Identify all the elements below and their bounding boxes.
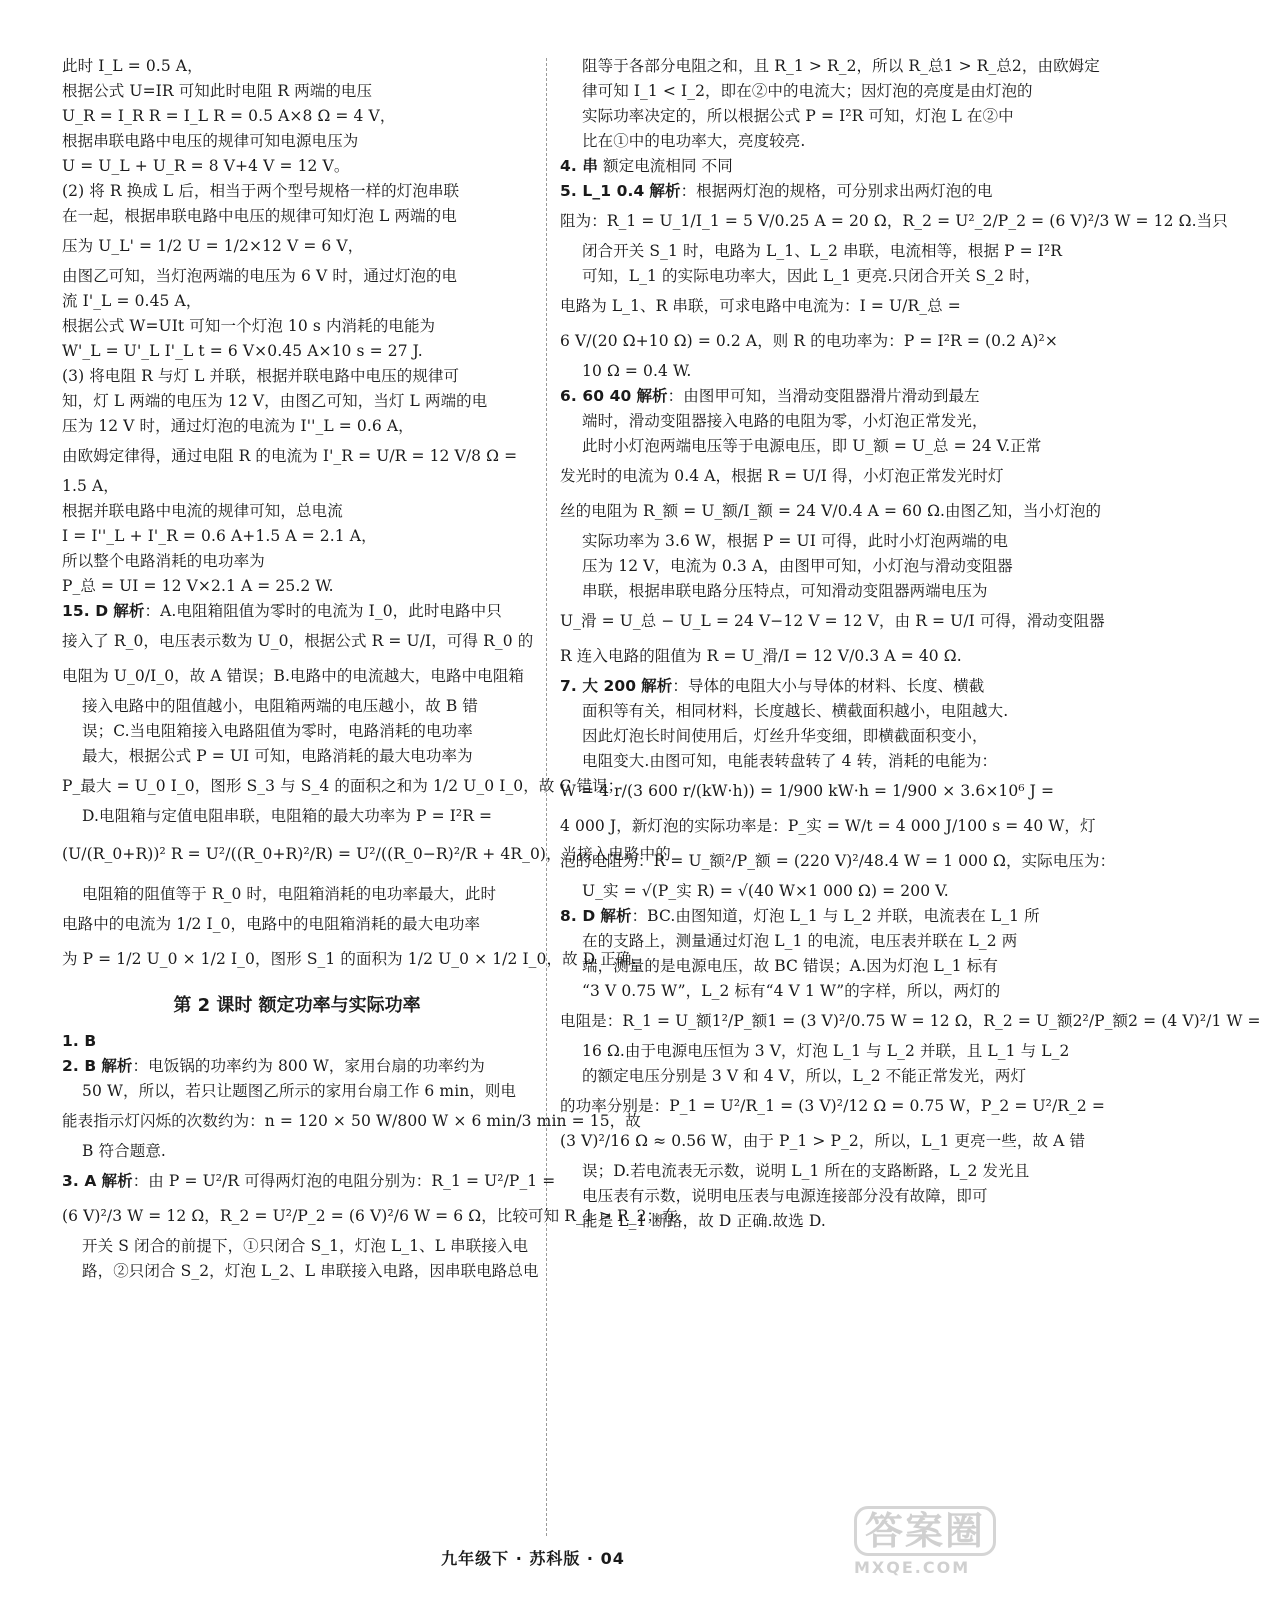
text-line: 阻为：R_1 = U_1/I_1 = 5 V/0.25 A = 20 Ω，R_2 = U²_2/P_2 = (6 V)²/3 W = 12 Ω.当只 (560, 212, 1228, 230)
text-line: 电阻是：R_1 = U_额1²/P_额1 = (3 V)²/0.75 W = 12 Ω，R_2 = U_额2²/P_额2 = (4 V)²/1 W = (560, 1012, 1261, 1030)
question-2 (62, 1054, 641, 1164)
text-line: (3) 将电阻 R 与灯 L 并联，根据并联电路中电压的规律可 (62, 367, 460, 385)
text-span: 额定电流相同 不同 (597, 157, 733, 175)
text-line: I = I''_L + I'_R = 0.6 A+1.5 A = 2.1 A， (62, 527, 377, 545)
text-line: 端时，滑动变阻器接入电路的电阻为零，小灯泡正常发光， (582, 412, 988, 430)
question-number: 6. 60 40 (560, 387, 632, 405)
text-line: 流 I'_L = 0.45 A， (62, 292, 202, 310)
watermark-logo-text: 答案圈 (854, 1506, 996, 1556)
text-line: 接入了 R_0，电压表示数为 U_0，根据公式 R = U/I，可得 R_0 的 (62, 632, 534, 650)
analysis-keyword: 解析 (641, 677, 673, 695)
text-line: U_R = I_R R = I_L R = 0.5 A×8 Ω = 4 V， (62, 107, 396, 125)
text-line: 最大，根据公式 P = UI 可知，电路消耗的最大电功率为 (82, 747, 473, 765)
analysis-keyword: 解析 (101, 1172, 133, 1190)
section-title: 第 2 课时 额定功率与实际功率 (173, 995, 421, 1016)
analysis-keyword: 解析 (636, 387, 668, 405)
text-line: (U/(R_0+R))² R = U²/((R_0+R)²/R) = U²/((R_0−R)²/R + 4R_0)，当接入电路中的 (62, 845, 671, 863)
text-line: 能是 L_1 断路，故 D 正确.故选 D. (582, 1212, 826, 1230)
text-line: 的额定电压分别是 3 V 和 4 V，所以，L_2 不能正常发光，两灯 (582, 1067, 1027, 1085)
text-line: 1.5 A， (62, 477, 119, 495)
text-line: 为 P = 1/2 U_0 × 1/2 I_0，图形 S_1 的面积为 1/2 U_0 × 1/2 I_0，故 D 正确. (62, 950, 637, 968)
text-line: (3 V)²/16 Ω ≈ 0.56 W，由于 P_1 > P_2，所以，L_1 更亮一些，故 A 错 (560, 1132, 1086, 1150)
text-line: 10 Ω = 0.4 W. (582, 362, 692, 380)
text-line: 压为 U_L' = 1/2 U = 1/2×12 V = 6 V， (62, 237, 364, 255)
text-line: 端，测量的是电源电压，故 BC 错误；A.因为灯泡 L_1 标有 (582, 957, 998, 975)
question-number: 5. L_1 0.4 (560, 182, 645, 200)
text-line: 因此灯泡长时间使用后，灯丝升华变细，即横截面积变小， (582, 727, 988, 745)
text-line: 根据并联电路中电流的规律可知，总电流 (62, 502, 343, 520)
text-line: 发光时的电流为 0.4 A，根据 R = U/I 得，小灯泡正常发光时灯 (560, 467, 1004, 485)
text-line: 由欧姆定律得，通过电阻 R 的电流为 I'_R = U/R = 12 V/8 Ω = (62, 447, 518, 465)
text-line: U_滑 = U_总 − U_L = 24 V−12 V = 12 V，由 R = U/I 可得，滑动变阻器 (560, 612, 1105, 630)
text-line: 50 W，所以，若只让题图乙所示的家用台扇工作 6 min，则电 (82, 1082, 517, 1100)
analysis-keyword: 解析 (649, 182, 681, 200)
text-line: 知，灯 L 两端的电压为 12 V，由图乙可知，当灯 L 两端的电 (62, 392, 488, 410)
text-line: 压为 12 V 时，通过灯泡的电流为 I''_L = 0.6 A， (62, 417, 414, 435)
question-8 (560, 904, 1261, 1234)
text-line: 由图乙可知，当灯泡两端的电压为 6 V 时，通过灯泡的电 (62, 267, 458, 285)
text-span: ：A.电阻箱阻值为零时的电流为 I_0，此时电路中只 (144, 602, 502, 620)
text-line: 根据公式 W=UIt 可知一个灯泡 10 s 内消耗的电能为 (62, 317, 436, 335)
text-line: 比在①中的电功率大，亮度较亮. (582, 132, 806, 150)
text-line: P_最大 = U_0 I_0，图形 S_3 与 S_4 的面积之和为 1/2 U_0 I_0，故 C 错误； (62, 777, 624, 795)
text-line: 电路为 L_1、R 串联，可求电路中电流为：I = U/R_总 = (560, 297, 961, 315)
page-footer: 九年级下 · 苏科版 · 04 (441, 1549, 625, 1568)
text-span: ：导体的电阻大小与导体的材料、长度、横截 (672, 677, 985, 695)
text-line: D.电阻箱与定值电阻串联，电阻箱的最大功率为 P = I²R = (82, 807, 493, 825)
text-line: 的功率分别是：P_1 = U²/R_1 = (3 V)²/12 Ω = 0.75 W，P_2 = U²/R_2 = (560, 1097, 1106, 1115)
text-line: 路，②只闭合 S_2，灯泡 L_2、L 串联接入电路，因串联电路总电 (82, 1262, 539, 1280)
text-span: ：根据两灯泡的规格，可分别求出两灯泡的电 (680, 182, 993, 200)
text-line: U_实 = √(P_实 R) = √(40 W×1 000 Ω) = 200 V. (582, 882, 949, 900)
text-span: ：由 P = U²/R 可得两灯泡的电阻分别为：R_1 = U²/P_1 = (132, 1172, 556, 1190)
text-line: R 连入电路的阻值为 R = U_滑/I = 12 V/0.3 A = 40 Ω. (560, 647, 962, 665)
text-line: 接入电路中的阻值越小，电阻箱两端的电压越小，故 B 错 (82, 697, 478, 715)
text-line: 在一起，根据串联电路中电压的规律可知灯泡 L 两端的电 (62, 207, 457, 225)
text-line: 阻等于各部分电阻之和，且 R_1 > R_2，所以 R_总1 > R_总2，由欧姆定 (582, 57, 1100, 75)
text-line: 闭合开关 S_1 时，电路为 L_1、L_2 串联，电流相等，根据 P = I²R (582, 242, 1063, 260)
question-3-continuation (560, 54, 1100, 154)
question-number: 3. A (62, 1172, 97, 1190)
question-number: 15. D (62, 602, 109, 620)
text-span: ：电饭锅的功率约为 800 W，家用台扇的功率约为 (132, 1057, 485, 1075)
text-line: 电压表有示数，说明电压表与电源连接部分没有故障，即可 (582, 1187, 988, 1205)
text-line: 根据公式 U=IR 可知此时电阻 R 两端的电压 (62, 82, 373, 100)
text-line: 压为 12 V，电流为 0.3 A，由图甲可知，小灯泡与滑动变阻器 (582, 557, 1013, 575)
text-line: 泡的电阻为：R = U_额²/P_额 = (220 V)²/48.4 W = 1 000 Ω，实际电压为： (560, 852, 1116, 870)
q14-continuation (62, 54, 532, 599)
analysis-keyword: 解析 (600, 907, 632, 925)
text-span: ：BC.由图知道，灯泡 L_1 与 L_2 并联，电流表在 L_1 所 (631, 907, 1040, 925)
watermark-logo (854, 1506, 1044, 1586)
text-line: 4 000 J，新灯泡的实际功率是：P_实 = W/t = 4 000 J/100 s = 40 W，灯 (560, 817, 1096, 835)
question-4 (560, 154, 1030, 179)
text-line: 电阻变大.由图可知，电能表转盘转了 4 转，消耗的电能为： (582, 752, 998, 770)
question-number: 1. B (62, 1032, 97, 1050)
question-6 (560, 384, 1105, 674)
text-line: U = U_L + U_R = 8 V+4 V = 12 V。 (62, 157, 350, 175)
text-line: (2) 将 R 换成 L 后，相当于两个型号规格一样的灯泡串联 (62, 182, 460, 200)
question-number: 4. 串 (560, 157, 598, 175)
text-line: W'_L = U'_L I'_L t = 6 V×0.45 A×10 s = 27 J. (62, 342, 423, 360)
text-line: 实际功率为 3.6 W，根据 P = UI 可得，此时小灯泡两端的电 (582, 532, 1009, 550)
analysis-keyword: 解析 (101, 1057, 133, 1075)
text-line: 电阻为 U_0/I_0，故 A 错误；B.电路中的电流越大，电路中电阻箱 (62, 667, 525, 685)
text-line: 律可知 I_1 < I_2，即在②中的电流大；因灯泡的亮度是由灯泡的 (582, 82, 1033, 100)
question-number: 2. B (62, 1057, 97, 1075)
text-span: ：由图甲可知，当滑动变阻器滑片滑动到最左 (667, 387, 980, 405)
text-line: B 符合题意. (82, 1142, 166, 1160)
text-line: 误；C.当电阻箱接入电路阻值为零时，电路消耗的电功率 (82, 722, 473, 740)
text-line: 电路中的电流为 1/2 I_0，电路中的电阻箱消耗的最大电功率 (62, 915, 481, 933)
text-line: 面积等有关，相同材料，长度越长、横截面积越小，电阻越大. (582, 702, 1009, 720)
text-line: 在的支路上，测量通过灯泡 L_1 的电流，电压表并联在 L_2 两 (582, 932, 1018, 950)
text-line: 误；D.若电流表无示数，说明 L_1 所在的支路断路，L_2 发光且 (582, 1162, 1030, 1180)
text-line: W = 4 r/(3 600 r/(kW·h)) = 1/900 kW·h = 1/900 × 3.6×10⁶ J = (560, 782, 1055, 800)
text-line: 此时小灯泡两端电压等于电源电压，即 U_额 = U_总 = 24 V.正常 (582, 437, 1042, 455)
text-line: 此时 I_L = 0.5 A， (62, 57, 203, 75)
question-3 (62, 1164, 678, 1284)
analysis-keyword: 解析 (113, 602, 145, 620)
text-line: 电阻箱的阻值等于 R_0 时，电阻箱消耗的电功率最大，此时 (82, 885, 497, 903)
question-number: 8. D (560, 907, 596, 925)
text-line: 所以整个电路消耗的电功率为 (62, 552, 265, 570)
text-line: (6 V)²/3 W = 12 Ω，R_2 = U²/P_2 = (6 V)²/6 W = 6 Ω，比较可知 R_1 > R_2；在 (62, 1207, 678, 1225)
watermark-url: MXQE.COM (854, 1558, 971, 1577)
question-5 (560, 179, 1228, 384)
text-line: 实际功率决定的，所以根据公式 P = I²R 可知，灯泡 L 在②中 (582, 107, 1014, 125)
text-line: 16 Ω.由于电源电压恒为 3 V，灯泡 L_1 与 L_2 并联，且 L_1 与 L_2 (582, 1042, 1070, 1060)
text-line: 丝的电阻为 R_额 = U_额/I_额 = 24 V/0.4 A = 60 Ω.由图乙知，当小灯泡的 (560, 502, 1102, 520)
text-line: 开关 S 闭合的前提下，①只闭合 S_1，灯泡 L_1、L 串联接入电 (82, 1237, 529, 1255)
text-line: 6 V/(20 Ω+10 Ω) = 0.2 A，则 R 的电功率为：P = I²R = (0.2 A)²× (560, 332, 1058, 350)
text-line: 能表指示灯闪烁的次数约为：n = 120 × 50 W/800 W × 6 min/3 min = 15，故 (62, 1112, 641, 1130)
text-line: “3 V 0.75 W”，L_2 标有“4 V 1 W”的字样，所以，两灯的 (582, 982, 1001, 1000)
text-line: P_总 = UI = 12 V×2.1 A = 25.2 W. (62, 577, 334, 595)
column-divider (546, 58, 547, 1536)
question-7 (560, 674, 1116, 904)
text-line: 根据串联电路中电压的规律可知电源电压为 (62, 132, 359, 150)
text-line: 可知，L_1 的实际电功率大，因此 L_1 更亮.只闭合开关 S_2 时， (582, 267, 1041, 285)
question-number: 7. 大 200 (560, 677, 637, 695)
text-line: 串联，根据串联电路分压特点，可知滑动变阻器两端电压为 (582, 582, 988, 600)
question-1 (62, 1029, 532, 1054)
right-column (560, 54, 1261, 1234)
